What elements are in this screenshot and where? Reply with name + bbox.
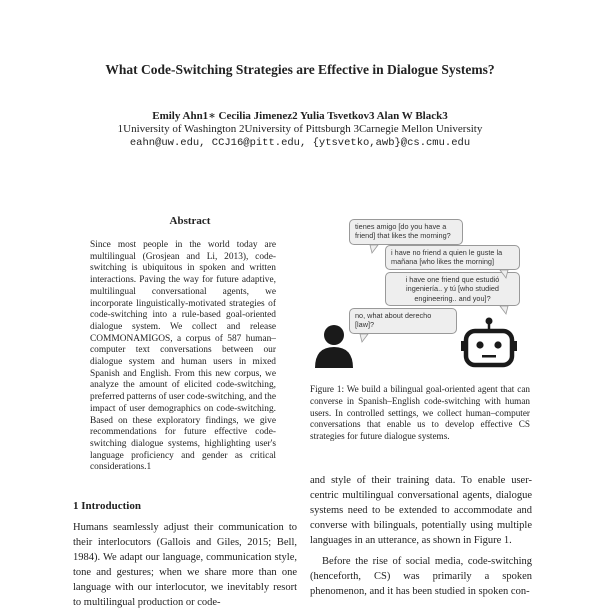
paper-title: What Code-Switching Strategies are Effective in Dialogue Systems?: [105, 62, 495, 77]
affiliations-line: 1University of Washington 2University of Pittsburgh 3Carnegie Mellon University: [117, 123, 483, 135]
bubble-tail-1: [370, 245, 378, 253]
bubble-tail-4: [360, 334, 368, 342]
right-column-text: [310, 473, 532, 599]
chat-bubble-user-2: i have one friend que estudió ingeniería.. y tú [who studied engineering.. and you]?: [385, 272, 520, 306]
right-paragraph-1: and style of their training data. To enable user-centric multilingual conversational agents, dialogue systems need to be extended to accommodate and converse with bilinguals, potentially using multiple languages in an utterance, as shown in Figure 1.: [310, 475, 532, 546]
chat-bubble-bot-2: no, what about derecho [law]?: [349, 308, 457, 334]
emails-line: eahn@uw.edu, CCJ16@pitt.edu, {ytsvetko,awb}@cs.cmu.edu: [129, 137, 471, 149]
right-paragraph-2: Before the rise of social media, code-switching (henceforth, CS) was primarily a spoken phenomenon, and it has been studied in spoken con-: [310, 556, 532, 597]
intro-heading: 1 Introduction: [73, 500, 141, 512]
abstract-heading: Abstract: [169, 215, 211, 227]
abstract-text: Since most people in the world today are multilingual (Grosjean and Li, 2013), code-switching is ubiquitous in spoken and written interactions. Paving the way for future adaptive, multilingual conversational agents, we incorporate linguistically-motivated strategies of code-switching into a rule-based goal-oriented dialogue system. We collect and release COMMONAMIGOS, a corpus of 587 human–computer text conversations between our dialogue system and human users in mixed Spanish and English. From this new corpus, we analyze the amount of elicited code-switching, preferred patterns of user code-switching, and the impact of user demographics on code-switching. Based on these exploratory findings, we give recommendations for future effective code-switching dialogue systems, highlighting user's language proficiency and gender as critical considerations.1: [90, 240, 276, 473]
robot-icon: [461, 318, 517, 366]
figure-caption: Figure 1: We build a bilingual goal-oriented agent that can converse in Spanish–English code-switching with human users. In controlled settings, we collect human–computer conversations that enable us to develop effective CS strategies for future dialogue systems.: [310, 384, 530, 442]
figure-icons: [300, 205, 540, 380]
chat-bubble-user-1: i have no friend a quien le guste la mañana [who likes the morning]: [385, 245, 520, 270]
bubble-tail-2: [500, 270, 508, 278]
authors-line: Emily Ahn1∗ Cecilia Jimenez2 Yulia Tsvetkov3 Alan W Black3: [152, 110, 448, 122]
intro-text: Humans seamlessly adjust their communication to their interlocutors (Gallois and Giles, 2015; Bell, 1984). We adapt our language, communication style, tone and gestures; when we share more than one language with our interlocutor, we inevitably resort to multilingual production or code-: [73, 522, 297, 608]
bubble-tail-3: [500, 306, 508, 314]
person-icon: [315, 325, 353, 368]
chat-bubble-bot-1: tienes amigo [do you have a friend] that likes the morning?: [349, 219, 463, 245]
